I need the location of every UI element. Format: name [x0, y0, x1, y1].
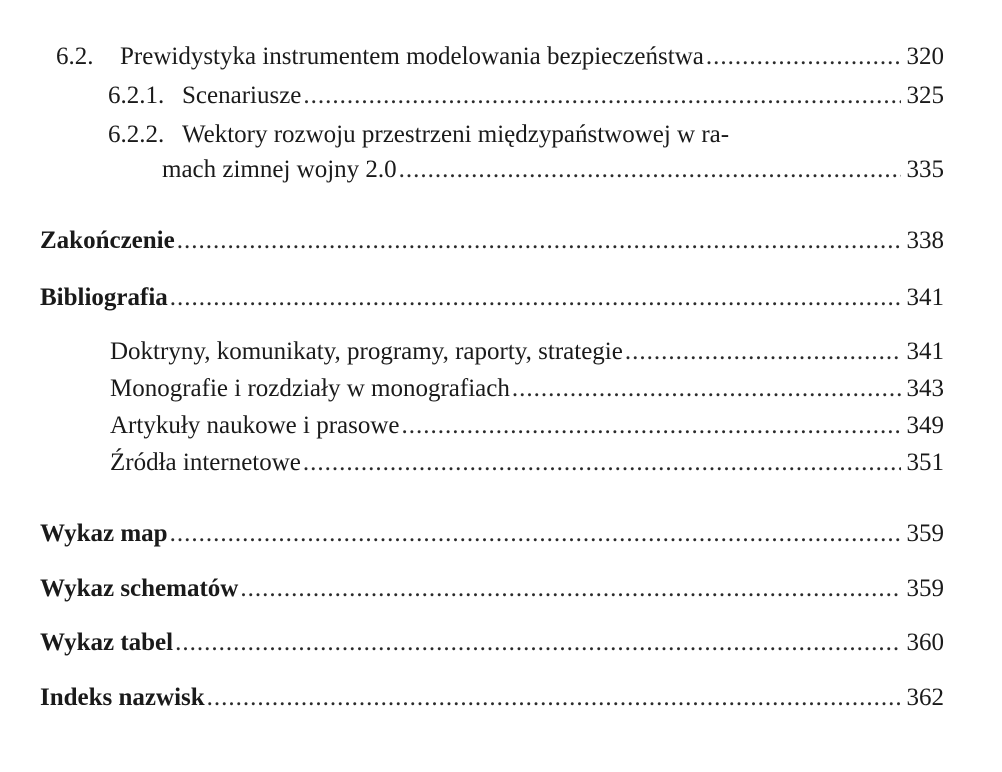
dot-leader: [170, 283, 901, 313]
toc-entry-page: 341: [906, 338, 944, 365]
dot-leader: [177, 226, 901, 256]
toc-entry-title: Wykaz map: [40, 520, 168, 547]
toc-entry-page: 351: [906, 449, 944, 476]
dot-leader: [175, 628, 900, 658]
toc-entry-title: Doktryny, komunikaty, programy, raporty, strategie: [110, 338, 623, 365]
toc-entry-title: Wektory rozwoju przestrzeni międzypaństwowej w ra-: [182, 121, 730, 148]
toc-entry-zakonczenie: [40, 226, 944, 256]
toc-entry-number: 6.2.: [56, 43, 94, 70]
toc-entry-title: Prewidystyka instrumentem modelowania bezpieczeństwa: [120, 43, 704, 70]
toc-entry-page: 360: [906, 629, 944, 656]
toc-entry-title-continued: mach zimnej wojny 2.0: [162, 156, 397, 183]
toc-entry-6-2: [56, 42, 944, 72]
toc-entry-zrodla: [110, 448, 944, 478]
toc-entry-title: Monografie i rozdziały w monografiach: [110, 375, 510, 402]
toc-entry-doktryny: [110, 337, 944, 367]
toc-entry-artykuly: [110, 411, 944, 441]
dot-leader: [625, 337, 901, 367]
toc-entry-number: 6.2.1.: [108, 82, 165, 109]
toc-entry-page: 349: [906, 412, 944, 439]
dot-leader: [170, 519, 901, 549]
toc-entry-indeks-nazwisk: [40, 683, 944, 713]
toc-entry-wykaz-schematow: [40, 574, 944, 604]
toc-entry-wykaz-tabel: [40, 628, 944, 658]
toc-entry-title: Indeks nazwisk: [40, 684, 205, 711]
toc-entry-page: 335: [906, 156, 944, 183]
toc-entry-page: 320: [906, 43, 944, 70]
toc-entry-page: 338: [906, 227, 944, 254]
toc-entry-6-2-1: [108, 81, 944, 111]
toc-entry-title: Zakończenie: [40, 227, 175, 254]
toc-entry-title: Wykaz schematów: [40, 575, 239, 602]
dot-leader: [399, 155, 901, 185]
toc-entry-bibliografia: [40, 283, 944, 313]
toc-entry-page: 343: [906, 375, 944, 402]
dot-leader: [303, 448, 901, 478]
toc-entry-title: Artykuły naukowe i prasowe: [110, 412, 400, 439]
toc-entry-page: 325: [906, 82, 944, 109]
dot-leader: [207, 683, 901, 713]
dot-leader: [512, 374, 901, 404]
dot-leader: [706, 42, 901, 72]
dot-leader: [240, 574, 900, 604]
toc-entry-monografie: [110, 374, 944, 404]
toc-entry-title: Źródła internetowe: [110, 449, 301, 476]
dot-leader: [402, 411, 901, 441]
toc-entry-page: 341: [906, 284, 944, 311]
toc-entry-title: Bibliografia: [40, 284, 168, 311]
toc-entry-page: 359: [906, 575, 944, 602]
toc-entry-6-2-2-line1: [108, 120, 729, 150]
toc-entry-title: Scenariusze: [182, 82, 302, 109]
dot-leader: [303, 81, 900, 111]
toc-entry-title: Wykaz tabel: [40, 629, 174, 656]
toc-entry-page: 359: [906, 520, 944, 547]
toc-entry-number: 6.2.2.: [108, 121, 165, 148]
toc-entry-wykaz-map: [40, 519, 944, 549]
toc-entry-6-2-2-line2: [162, 155, 944, 185]
toc-entry-page: 362: [906, 684, 944, 711]
